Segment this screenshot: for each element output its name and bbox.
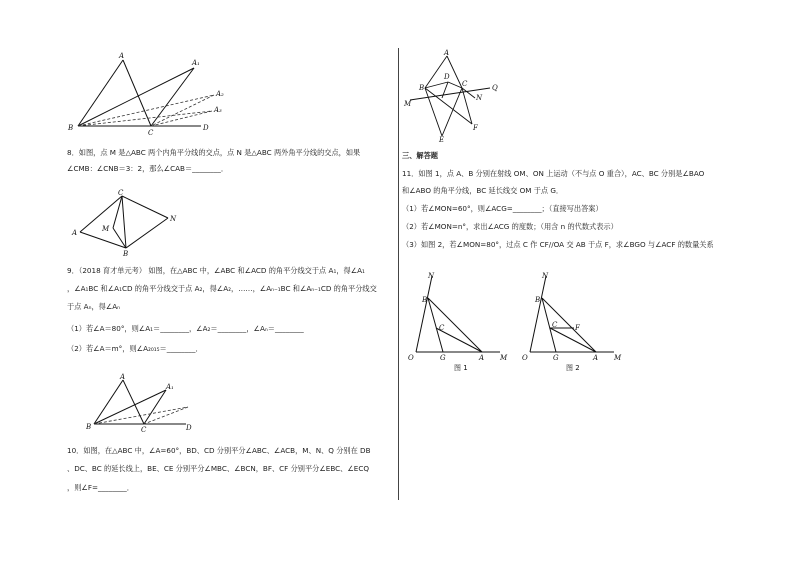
label-M: M [614,354,622,362]
label-C: C [552,321,558,329]
q11-sub1: （1）若∠MON=60°，则∠ACG=________；（直接写出答案） [402,204,603,213]
column-divider [398,48,399,500]
label-A: A [444,49,450,57]
figure-q11-fig1 [402,270,512,372]
q9-line1: 9．（2018 育才单元考） 如图，在△ABC 中，∠ABC 和∠ACD 的角平分线交于点 A₁，得∠A₁ [67,266,365,275]
label-Q: Q [492,84,498,92]
figure-q11-fig2 [518,270,628,372]
q8-line2: ∠CMB：∠CNB＝3：2，那么∠CAB＝________． [67,164,229,173]
q11-line2: 和∠ABO 的角平分线，BC 延长线交 OM 于点 G． [402,186,564,195]
q8-line1: 8．如图，点 M 是△ABC 两个内角平分线的交点，点 N 是△ABC 两外角平分线的交点，如果 [67,148,361,157]
figure-q10-diagram [400,48,510,142]
label-N: N [428,272,435,280]
label-C: C [118,189,124,197]
q10-line3: ，则∠F=________． [67,483,134,492]
q9-line3: 于点 Aₙ，得∠Aₙ [67,302,121,311]
label-N: N [170,215,177,223]
label-D: D [444,73,450,81]
label-A: A [72,229,78,237]
label-O: O [408,354,414,362]
fig2-caption: 图 2 [566,364,580,372]
label-B: B [86,423,92,431]
label-B: B [535,296,541,304]
label-A: A [120,373,126,381]
label-O: O [522,354,528,362]
label-B: B [68,124,74,132]
label-A1: A₁ [166,383,174,391]
label-M: M [404,100,412,108]
label-B: B [123,250,129,256]
figure-top-left-triangles [66,48,226,138]
label-F: F [473,124,478,132]
label-M: M [102,225,110,233]
label-M: M [500,354,508,362]
label-F: F [575,324,580,332]
q10-line1: 10．如图，在△ABC 中，∠A=60°，BD、CD 分别平分∠ABC、∠ACB，M、N、Q 分别在 DB [67,446,371,455]
section-title: 三、解答题 [402,151,438,160]
fig1-caption: 图 1 [454,364,468,372]
q9-line2: ，∠A₁BC 和∠A₁CD 的角平分线交于点 A₂，得∠A₂，……，∠Aₙ₋₁BC 和∠Aₙ₋₁CD 的角平分线交 [67,284,377,293]
label-A: A [119,52,125,60]
label-G: G [553,354,559,362]
label-C: C [462,80,468,88]
label-C: C [141,426,147,434]
label-A: A [593,354,599,362]
figure-q8-triangle [68,188,188,256]
q11-sub3: （3）如图 2，若∠MON=80°，过点 C 作 CF//OA 交 AB 于点 F，求∠BGO 与∠ACF 的数量关系 [402,240,714,249]
label-D: D [203,124,209,132]
figure-q9-triangles [86,372,206,434]
label-A1: A₁ [192,59,200,67]
label-N: N [476,94,483,102]
label-B: B [419,84,425,92]
label-A2: A₂ [216,90,224,98]
label-D: D [186,424,192,432]
label-C: C [148,129,154,137]
label-A3: A₃ [214,106,222,114]
label-B: B [422,296,428,304]
label-G: G [440,354,446,362]
q9-sub1: （1）若∠A＝80°，则∠A₁＝________，∠A₂＝________，∠Aₙ＝________ [67,324,304,333]
q11-sub2: （2）若∠MON=n°，求出∠ACG 的度数；（用含 n 的代数式表示） [402,222,618,231]
q9-sub2: （2）若∠A＝m°，则∠A₂₀₁₅＝________． [67,344,203,353]
q11-line1: 11．如图 1，点 A、B 分别在射线 OM、ON 上运动（不与点 O 重合），AC、BC 分别是∠BAO [402,169,705,178]
label-N: N [542,272,549,280]
label-C: C [439,324,445,332]
label-E: E [439,136,445,142]
label-A: A [479,354,485,362]
q10-line2: 、DC、BC 的延长线上，BE、CE 分别平分∠MBC、∠BCN，BF、CF 分别平分∠EBC、∠ECQ [67,464,369,473]
